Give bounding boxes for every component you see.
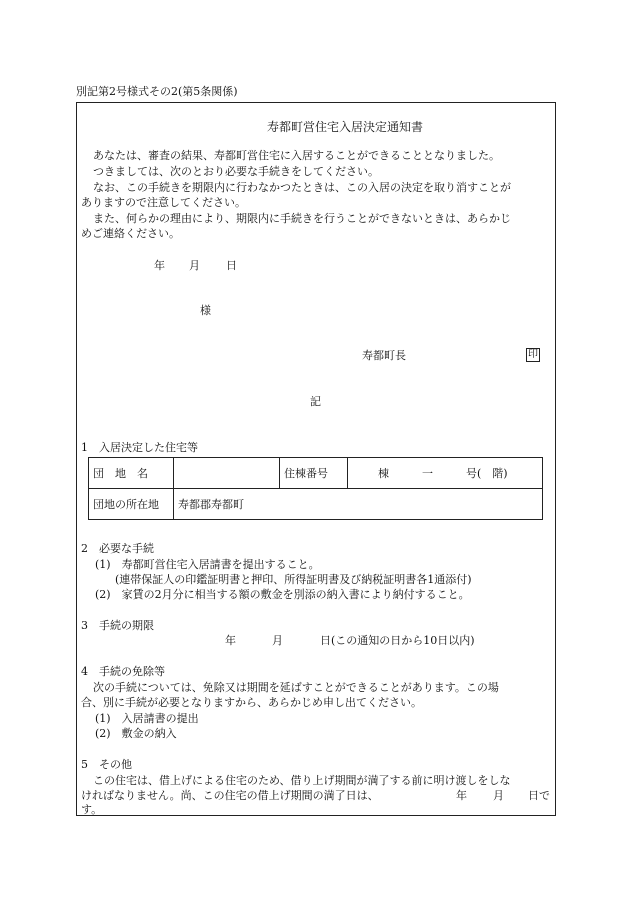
notice-frame [76, 102, 556, 816]
section-4-heading: 4 手続の免除等 [81, 665, 165, 678]
section-2-item-2: (2) 家賃の2月分に相当する額の敷金を別添の納入書により納付すること。 [95, 588, 470, 601]
section-4-item-2: (2) 敷金の納入 [95, 727, 177, 740]
section-5-line-3: す。 [81, 803, 103, 816]
body-line-6: めご連絡ください。 [81, 227, 180, 240]
body-line-1: あなたは、審査の結果、寿都町営住宅に入居することができることとなりました。 [93, 149, 500, 162]
issue-date-year: 年 [154, 259, 165, 272]
body-line-4: ありますので注意してください。 [81, 196, 246, 209]
section-4-item-1: (1) 入居請書の提出 [95, 712, 199, 725]
building-number-value: 棟 一 号( 階) [348, 458, 543, 489]
section-5-line-2: ければなりません。尚、この住宅の借上げ期間の満了日は、 [81, 789, 379, 802]
lease-end-month: 月 [493, 789, 504, 802]
deadline-year: 年 [225, 634, 236, 647]
addressee-suffix: 様 [200, 304, 211, 317]
body-line-3: なお、この手続きを期限内に行わなかつたときは、この入居の決定を取り消すことが [93, 181, 511, 194]
section-5-line-1: この住宅は、借上げによる住宅のため、借り上げ期間が満了する前に明け渡しをしな [93, 774, 511, 787]
estate-name-label: 団 地 名 [89, 458, 174, 489]
lease-end-day: 日で [528, 789, 550, 802]
body-line-5: また、何らかの理由により、期限内に手続きを行うことができないときは、あらかじ [93, 212, 511, 225]
section-2-heading: 2 必要な手続 [81, 542, 154, 555]
issue-date-month: 月 [189, 259, 200, 272]
issue-date-day: 日 [226, 259, 237, 272]
estate-address-label: 団地の所在地 [89, 489, 174, 520]
building-number-label: 住棟番号 [280, 458, 348, 489]
section-4-line-1: 次の手続については、免除又は期間を延ばすことができることがあります。この場 [93, 681, 499, 694]
section-1-heading: 1 入居決定した住宅等 [81, 441, 198, 454]
deadline-day-note: 日(この通知の日から10日以内) [320, 634, 475, 647]
section-2-item-1-note: (連帯保証人の印鑑証明書と押印、所得証明書及び納税証明書各1通添付) [115, 573, 472, 586]
form-number-note: 別記第2号様式その2(第5条関係) [76, 85, 238, 98]
ki-heading: 記 [310, 395, 321, 408]
seal-mark: 印 [528, 349, 538, 360]
section-2-item-1: (1) 寿都町営住宅入居請書を提出すること。 [95, 558, 320, 571]
section-5-heading: 5 その他 [81, 758, 132, 771]
estate-name-value [174, 458, 280, 489]
deadline-month: 月 [272, 634, 283, 647]
section-4-line-2: 合、別に手続が必要となりますから、あらかじめ申し出てください。 [81, 696, 422, 709]
lease-end-year: 年 [456, 789, 467, 802]
estate-address-value: 寿都郡寿都町 [174, 489, 543, 520]
notice-title: 寿都町営住宅入居決定通知書 [267, 120, 424, 134]
issuer-name: 寿都町長 [362, 349, 406, 362]
section-3-heading: 3 手続の期限 [81, 619, 154, 632]
body-line-2: つきましては、次のとおり必要な手続きをしてください。 [93, 165, 379, 178]
housing-info-table [88, 457, 543, 520]
